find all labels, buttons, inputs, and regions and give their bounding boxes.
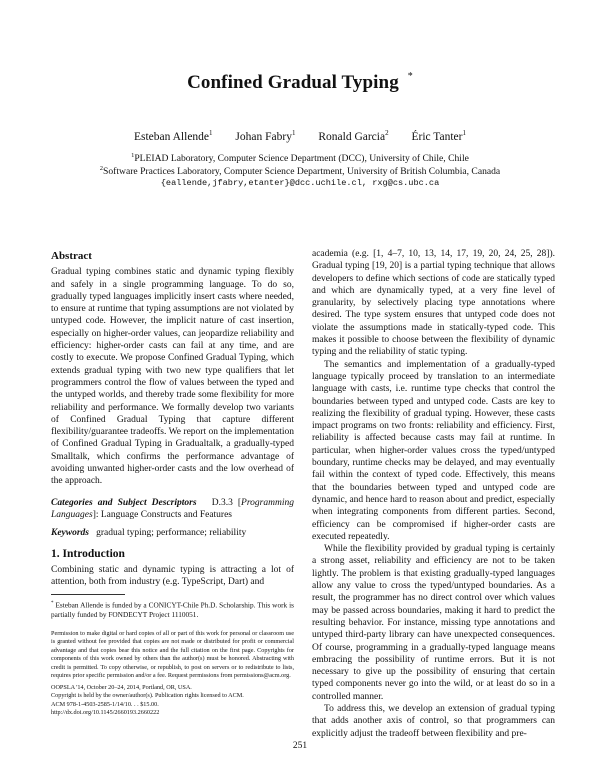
categories-code: D.3.3 [ (211, 497, 242, 508)
intro-paragraph-3: While the flexibility provided by gradual typing is certainly a strong asset, reliability and efficiency are not to be taken lightly. The problem is that existing gradually-typed languages allow any value to cross the typed/untyped boundaries. As a result, the programmer has no direct control over which values may be passed across boundaries, making it hard to predict the resulting behavior. For instance, missing type annotations and untyped third-party library can have unexpected consequences. Of course, programming in a gradually-typed language means embracing the possibility of runtime errors. But it is not necessary to give up the possibility of ensuring that certain typed components never go into the wild, or at least do so in a controlled manner. (312, 544, 555, 702)
author-1 (134, 131, 213, 143)
affiliation-mark: 2 (99, 165, 104, 172)
author-emails (0, 177, 600, 190)
author-mark: 1 (462, 129, 466, 137)
footnote (51, 599, 294, 619)
author-mark: 2 (385, 129, 389, 137)
categories-line (51, 497, 294, 522)
author-name: Ronald Garcia (318, 130, 386, 143)
author-mark: 1 (291, 129, 296, 137)
author-name: Esteban Allende (133, 130, 210, 143)
abstract-heading: Abstract (51, 250, 92, 262)
publication-copyright: Copyright is held by the owner/author(s). Publication rights licensed to ACM. (51, 692, 244, 700)
page-number: 251 (292, 741, 308, 751)
intro-paragraph-1: academia (e.g. [1, 4–7, 10, 13, 14, 17, 19, 20, 24, 25, 28]). Gradual typing [19, 20] is a partial typing technique that allows developers to define which sections of code are statically typed and which are dynamically typed, at a very fine level of granularity, by selectively placing type annotations where desired. The type system ensures that untyped code does not violate the assumptions made in statically-typed code. This makes it possible to choose between the flexibility of dynamic typing and the reliability of static typing. (312, 249, 555, 358)
author-4 (411, 131, 466, 143)
affiliation-text: PLEIAD Laboratory, Computer Science Department (DCC), University of Chile, Chile (134, 153, 469, 165)
intro-heading: 1. Introduction (51, 547, 125, 560)
keywords-text: gradual typing; performance; reliability (96, 528, 247, 539)
categories-topic: Programming Languages (51, 497, 294, 520)
right-column (312, 248, 555, 740)
author-mark: 1 (209, 129, 213, 137)
intro-paragraph-2: The semantics and implementation of a gradually-typed language typically proceed by translation to an intermediate language with casts, i.e. runtime type checks that control the boundaries between typed and untyped code. Casts are key to realizing the flexibility of gradual typing. However, these casts impact programs on two fronts: reliability and efficiency. First, reliability is affected because casts may fail at runtime. In particular, when higher-order values cross the typed/untyped boundary, runtime checks may be delayed, and may eventually fail within the context of typed code. Effectively, this means that the boundaries between typed and untyped code are dynamic, and hence hard to reason about and predict, especially when integrating components from different parties. Second, efficiency can be compromised if higher-order casts are executed repeatedly. (312, 359, 555, 542)
publication-info (51, 684, 294, 718)
intro-paragraph-4: To address this, we develop an extension of gradual typing that adds another axis of control, so that programmers can explicitly adjust the tradeoff between flexibility and pre- (312, 703, 555, 739)
categories-rest: ]: Language Constructs and Features (92, 509, 232, 520)
title-footnote-mark: * (407, 70, 413, 82)
author-2 (235, 131, 295, 143)
emails-text: {eallende,jfabry,etanter}@dcc.uchile.cl, rxg@cs.ubc.ca (160, 178, 440, 188)
abstract-text: Gradual typing combines static and dynamic typing flexibly and safely in a single programming language. To do so, gradually typed languages implicitly insert casts where needed, to ensure at runtime that typing assumptions are not violated by untyped code. However, the implicit nature of cast insertion, especially on higher-order values, can jeopardize reliability and efficiency: higher-order casts can fail at any time, and are costly to execute. We propose Confined Gradual Typing, which extends gradual typing with two new type qualifiers that let programmers control the flow of values between the typed and the untyped worlds, and thereby trade some flexibility for more reliability and performance. We formally develop two variants of Confined Gradual Typing that capture different flexibility/guarantee tradeoffs. We report on the implementation of Confined Gradual Typing in Gradualtalk, a gradually-typed Smalltalk, which confirms the performance advantage of avoiding unwanted higher-order casts and the low overhead of the approach. (51, 267, 294, 487)
publication-isbn: ACM 978-1-4503-2585-1/14/10. . . $15.00. (51, 700, 159, 708)
publication-venue: OOPSLA '14, October 20–24, 2014, Portland, OR, USA. (51, 683, 192, 691)
footnote-mark: * (51, 601, 54, 607)
title-text: Confined Gradual Typing (187, 72, 399, 93)
affiliation-text: Software Practices Laboratory, Computer Science Department, University of British Columbia, Canada (103, 166, 501, 178)
categories-label: Categories and Subject Descriptors (51, 497, 197, 508)
keywords-label: Keywords (51, 528, 89, 539)
permission-notice: Permission to make digital or hard copies of all or part of this work for personal or classroom use is granted without fee provided that copies are not made or distributed for profit or commercial advantage and that copies bear this notice and the full citation on the first page. Copyrights for components of this work owned by others than the author(s) must be honored. Abstracting with credit is permitted. To copy otherwise, or republish, to post on servers or to redistribute to lists, requires prior specific permission and/or a fee. Request permissions from permissions@acm.org. (51, 629, 294, 680)
footnote-rule (51, 594, 125, 595)
author-list (0, 129, 600, 143)
intro-left-text: Combining static and dynamic typing is attracting a lot of attention, both from industry (e.g. TypeScript, Dart) and (51, 564, 294, 588)
author-3 (318, 131, 388, 143)
footnote-text: Esteban Allende is funded by a CONICYT-Chile Ph.D. Scholarship. This work is partially funded by FONDECYT Project 1110051. (51, 600, 294, 620)
author-name: Johan Fabry (235, 130, 292, 143)
publication-doi: http://dx.doi.org/10.1145/2660193.2660222 (51, 709, 160, 717)
left-column (51, 250, 294, 718)
keywords-line (51, 527, 294, 539)
paper-title (0, 72, 600, 94)
affiliation-mark: 1 (131, 152, 135, 159)
author-name: Éric Tanter (411, 130, 463, 143)
